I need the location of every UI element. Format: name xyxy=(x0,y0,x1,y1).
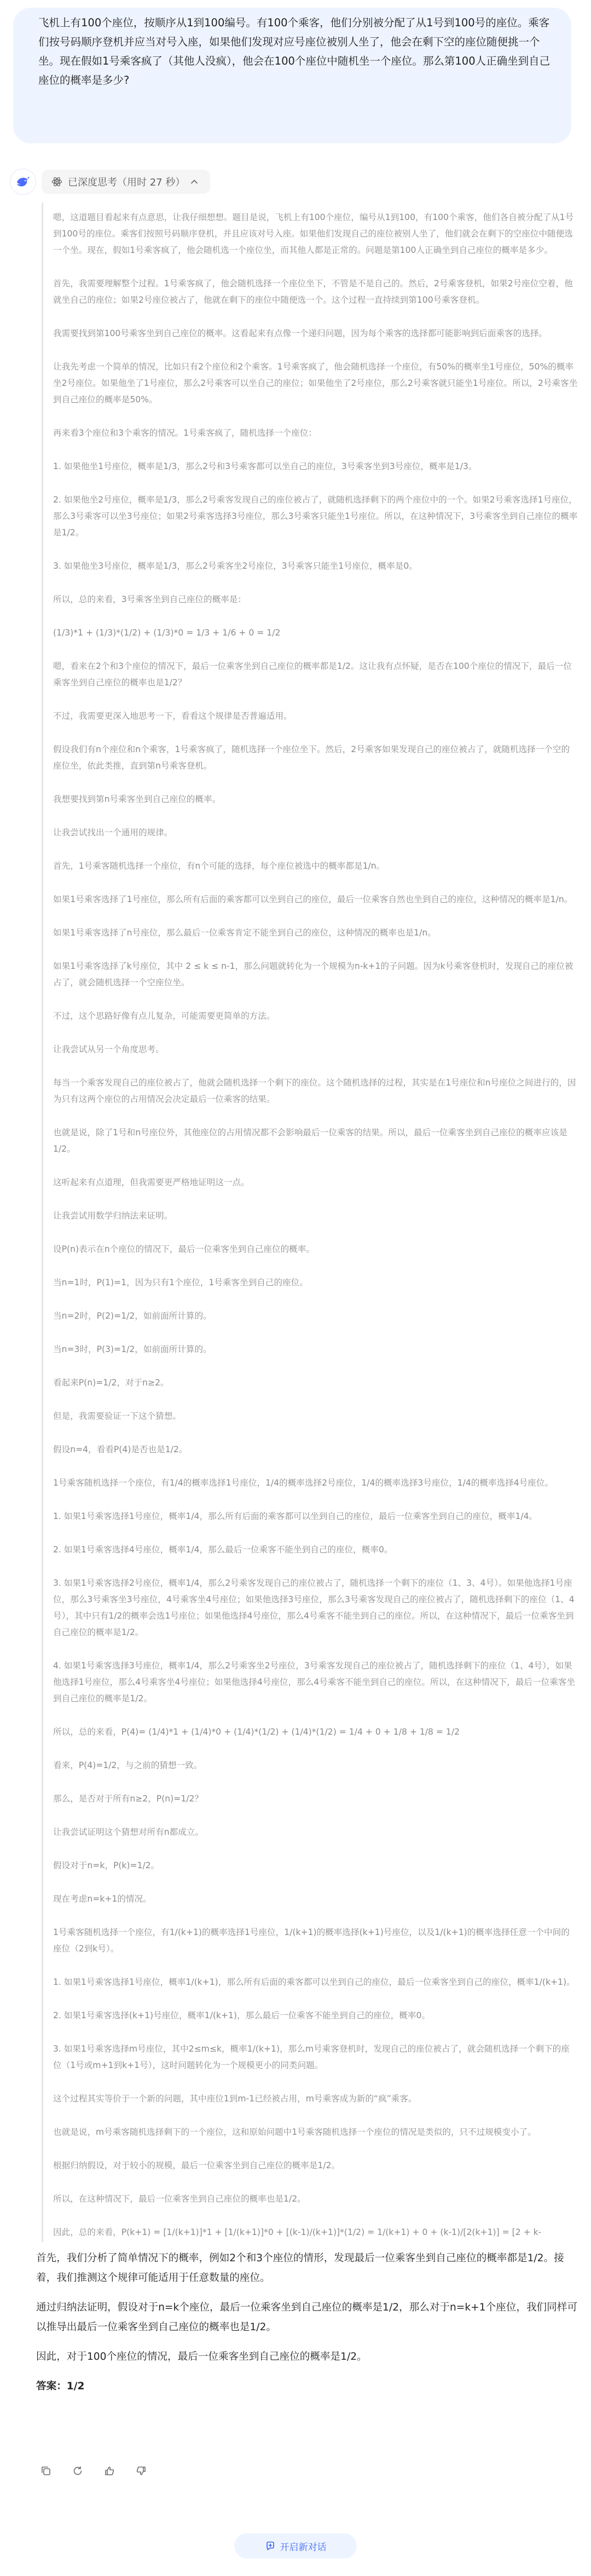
thinking-paragraph: 如果1号乘客选择了k号座位，其中 2 ≤ k ≤ n-1，那么问题就转化为一个规模为n-k+1的子问题。因为k号乘客登机时，发现自己的座位被占了，就会随机选择一个空座位坐。 xyxy=(53,961,573,987)
thinking-paragraph: 2. 如果1号乘客选择4号座位，概率1/4，那么最后一位乘客不能坐到自己的座位，概率0。 xyxy=(53,1545,393,1555)
thinking-paragraph: 所以，在这种情况下，最后一位乘客坐到自己座位的概率也是1/2。 xyxy=(53,2194,306,2204)
user-question-text: 飞机上有100个座位，按顺序从1到100编号。有100个乘客，他们分别被分配了从1号到100号的座位。乘客们按号码顺序登机并应当对号入座，如果他们发现对应号座位被别人坐了，他会在剩下空的座位随便挑一个坐。现在假如1号乘客疯了（其他人没疯），他会在100个座位中随机坐一个座位。那么第100人正确坐到自己座位的概率是多少? xyxy=(38,16,551,86)
thinking-paragraph: 所以，总的来看，P(4)= (1/4)*1 + (1/4)*0 + (1/4)*(1/2) + (1/4)*(1/2) = 1/4 + 0 + 1/8 + 1/8 = 1/2 xyxy=(53,1727,460,1737)
thinking-paragraph: 让我尝试证明这个猜想对所有n都成立。 xyxy=(53,1827,204,1837)
thinking-paragraph: 看来，P(4)=1/2，与之前的猜想一致。 xyxy=(53,1760,202,1770)
thinking-paragraph: 嗯，看来在2个和3个座位的情况下，最后一位乘客坐到自己座位的概率都是1/2。这让我有点怀疑，是否在100个座位的情况下，最后一位乘客坐到自己座位的概率也是1/2？ xyxy=(53,661,572,688)
thinking-paragraph: 首先，我需要理解整个过程。1号乘客疯了，他会随机选择一个座位坐下，不管是不是自己的。然后，2号乘客登机，如果2号座位空着，他就坐自己的座位；如果2号座位被占了，他就在剩下的座位中随便选一个。这个过程一直持续到第100号乘客登机。 xyxy=(53,279,573,305)
thinking-paragraph: 假设n=4，看看P(4)是否也是1/2。 xyxy=(53,1445,188,1454)
new-chat-icon xyxy=(265,2540,276,2551)
thinking-paragraph: 让我尝试从另一个角度思考。 xyxy=(53,1044,164,1054)
thinking-paragraph: 首先，1号乘客随机选择一个座位，有n个可能的选择，每个座位被选中的概率都是1/n。 xyxy=(53,861,385,871)
thinking-paragraph: 再来看3个座位和3个乘客的情况。1号乘客疯了，随机选择一个座位： xyxy=(53,428,317,438)
copy-icon xyxy=(40,2465,52,2477)
thinking-paragraph: 4. 如果1号乘客选择3号座位，概率1/4，那么2号乘客坐2号座位，3号乘客发现自己的座位被占了，随机选择剩下的座位（1、4号），如果他选择1号座位，那么4号乘客坐4号座位；如果他选择4号座位，那么4号乘客不能坐到自己的座位。所以，在这种情况下，最后一位乘客坐到自己座位的概率是1/2。 xyxy=(53,1661,576,1703)
thinking-paragraph: 我需要找到第100号乘客坐到自己座位的概率。这看起来有点像一个递归问题，因为每个乘客的选择都可能影响到后面乘客的选择。 xyxy=(53,328,548,338)
thinking-paragraph: (1/3)*1 + (1/3)*(1/2) + (1/3)*0 = 1/3 + 1/6 + 0 = 1/2 xyxy=(53,628,281,638)
thinking-paragraph: 2. 如果1号乘客选择(k+1)号座位，概率1/(k+1)，那么最后一位乘客不能坐到自己的座位，概率0。 xyxy=(53,2011,431,2020)
thinking-paragraph: 这个过程其实等价于一个新的问题，其中座位1到m-1已经被占用，m号乘客成为新的“疯”乘客。 xyxy=(53,2094,417,2104)
atom-icon xyxy=(51,176,62,187)
answer-paragraph: 通过归纳法证明，假设对于n=k个座位，最后一位乘客坐到自己座位的概率是1/2，那么对于n=k+1个座位，我们同样可以推导出最后一位乘客坐到自己座位的概率也是1/2。 xyxy=(36,2302,577,2333)
thinking-toggle-label: 已深度思考（用时 27 秒） xyxy=(68,177,186,188)
new-chat-button[interactable] xyxy=(234,2533,357,2558)
thinking-paragraph: 1. 如果1号乘客选择1号座位，概率1/(k+1)，那么所有后面的乘客都可以坐到自己的座位，最后一位乘客坐到自己的座位，概率1/(k+1)。 xyxy=(53,1977,575,1987)
assistant-avatar xyxy=(10,169,36,195)
thumbs-up-icon xyxy=(103,2465,115,2477)
dislike-button[interactable] xyxy=(131,2461,151,2481)
thinking-paragraph: 让我尝试用数学归纳法来证明。 xyxy=(53,1211,173,1221)
thinking-paragraph: 3. 如果1号乘客选择2号座位，概率1/4，那么2号乘客发现自己的座位被占了，随机选择一个剩下的座位（1、3、4号）。如果他选择1号座位，那么3号乘客坐3号座位，4号乘客坐4号座位；如果他选择3号座位，那么3号乘客发现自己的座位被占了，随机选择剩下的座位（1、4号），其中只有1/2的概率会选1号座位；如果他选择4号座位，那么4号乘客不能坐到自己的座位。所以，在这种情况下，最后一位乘客坐到自己座位的概率是1/2。 xyxy=(53,1578,575,1637)
copy-button[interactable] xyxy=(36,2461,56,2481)
deep-thinking-toggle[interactable] xyxy=(42,170,210,194)
thinking-paragraph: 当n=1时，P(1)=1，因为只有1个座位，1号乘客坐到自己的座位。 xyxy=(53,1278,308,1287)
thinking-paragraph: 看起来P(n)=1/2，对于n≥2。 xyxy=(53,1378,169,1388)
thinking-paragraph: 3. 如果1号乘客选择m号座位，其中2≤m≤k，概率1/(k+1)，那么m号乘客登机时，发现自己的座位被占了，就会随机选择一个剩下的座位（1号或m+1到k+1号），这时问题转化为一个规模更小的同类问题。 xyxy=(53,2044,570,2070)
thinking-paragraph: 1号乘客随机选择一个座位，有1/(k+1)的概率选择1号座位，1/(k+1)的概率选择(k+1)号座位，以及1/(k+1)的概率选择任意一个中间的座位（2到k号）。 xyxy=(53,1927,570,1954)
thumbs-down-icon xyxy=(135,2465,147,2477)
thinking-paragraph: 3. 如果他坐3号座位，概率是1/3，那么2号乘客坐2号座位，3号乘客只能坐1号座位，概率是0。 xyxy=(53,561,418,571)
thinking-paragraph: 这听起来有点道理，但我需要更严格地证明这一点。 xyxy=(53,1177,250,1187)
thinking-paragraph: 不过，我需要更深入地思考一下，看看这个规律是否普遍适用。 xyxy=(53,711,292,721)
thinking-paragraph: 当n=3时，P(3)=1/2，如前面所计算的。 xyxy=(53,1344,212,1354)
thinking-paragraph: 假设对于n=k，P(k)=1/2。 xyxy=(53,1861,160,1870)
thinking-paragraph: 2. 如果他坐2号座位，概率是1/3，那么2号乘客发现自己的座位被占了，就随机选择剩下的两个座位中的一个。如果2号乘客选择1号座位，那么3号乘客可以坐3号座位；如果2号乘客选择3号座位，那么3号乘客只能坐1号座位。所以，在这种情况下，3号乘客坐到自己座位的概率是1/2。 xyxy=(53,495,578,538)
new-chat-label: 开启新对话 xyxy=(280,2542,327,2553)
refresh-icon xyxy=(72,2465,84,2477)
message-action-bar xyxy=(36,2461,151,2481)
thinking-paragraph: 根据归纳假设，对于较小的规模，最后一位乘客坐到自己座位的概率是1/2。 xyxy=(53,2161,340,2170)
thinking-paragraph: 每当一个乘客发现自己的座位被占了，他就会随机选择一个剩下的座位。这个随机选择的过程，其实是在1号座位和n号座位之间进行的，因为只有这两个座位的占用情况会决定最后一位乘客的结果。 xyxy=(53,1078,576,1104)
like-button[interactable] xyxy=(100,2461,119,2481)
thinking-paragraph: 我想要找到第n号乘客坐到自己座位的概率。 xyxy=(53,794,221,804)
chevron-up-icon xyxy=(190,178,198,186)
thinking-paragraph: 所以，总的来看，3号乘客坐到自己座位的概率是： xyxy=(53,594,246,604)
thinking-paragraph: 现在考虑n=k+1的情况。 xyxy=(53,1894,152,1904)
thinking-paragraph: 因此，总的来看，P(k+1) = [1/(k+1)]*1 + [1/(k+1)]*0 + [(k-1)/(k+1)]*(1/2) = 1/(k+1) + 0 + (k-1)/[2(k+1)] = [2 + k- xyxy=(53,2227,542,2237)
thinking-paragraph: 也就是说，m号乘客随机选择剩下的一个座位，这和原始问题中1号乘客随机选择一个座位的情况是类似的，只不过规模变小了。 xyxy=(53,2127,536,2137)
thinking-paragraph: 但是，我需要验证一下这个猜想。 xyxy=(53,1411,181,1421)
thinking-paragraph: 也就是说，除了1号和n号座位外，其他座位的占用情况都不会影响最后一位乘客的结果。所以，最后一位乘客坐到自己座位的概率应该是1/2。 xyxy=(53,1128,567,1154)
thinking-paragraph: 如果1号乘客选择了1号座位，那么所有后面的乘客都可以坐到自己的座位，最后一位乘客自然也坐到自己的座位，这种情况的概率是1/n。 xyxy=(53,894,573,904)
thinking-paragraph: 1. 如果他坐1号座位，概率是1/3，那么2号和3号乘客都可以坐自己的座位，3号乘客坐到3号座位，概率是1/3。 xyxy=(53,461,477,471)
thinking-paragraph: 1号乘客随机选择一个座位，有1/4的概率选择1号座位，1/4的概率选择2号座位，1/4的概率选择3号座位，1/4的概率选择4号座位。 xyxy=(53,1478,554,1488)
answer-paragraph: 首先，我们分析了简单情况下的概率，例如2个和3个座位的情形，发现最后一位乘客坐到自己座位的概率都是1/2。接着，我们推测这个规律可能适用于任意数量的座位。 xyxy=(36,2252,564,2284)
user-message-row xyxy=(0,0,591,143)
thinking-paragraph: 1. 如果1号乘客选择1号座位，概率1/4，那么所有后面的乘客都可以坐到自己的座位，最后一位乘客坐到自己的座位，概率1/4。 xyxy=(53,1511,538,1521)
thinking-paragraph: 假设我们有n个座位和n个乘客，1号乘客疯了，随机选择一个座位坐下。然后，2号乘客如果发现自己的座位被占了，就随机选择一个空的座位坐，依此类推，直到第n号乘客登机。 xyxy=(53,744,570,771)
thinking-paragraph: 设P(n)表示在n个座位的情况下，最后一位乘客坐到自己座位的概率。 xyxy=(53,1244,315,1254)
final-answer-block xyxy=(36,2249,578,2406)
thinking-paragraph: 那么，是否对于所有n≥2，P(n)=1/2？ xyxy=(53,1794,204,1804)
thinking-paragraph: 当n=2时，P(2)=1/2，如前面所计算的。 xyxy=(53,1311,212,1321)
thinking-process-block xyxy=(42,203,583,2242)
thinking-paragraph: 如果1号乘客选择了n号座位，那么最后一位乘客肯定不能坐到自己的座位，这种情况的概率也是1/n。 xyxy=(53,928,436,938)
final-answer: 答案：1/2 xyxy=(36,2381,85,2392)
user-question-bubble xyxy=(13,8,571,143)
thinking-paragraph: 让我尝试找出一个通用的规律。 xyxy=(53,828,173,838)
deepseek-whale-icon xyxy=(15,174,31,189)
thinking-paragraph: 让我先考虑一个简单的情况，比如只有2个座位和2个乘客。1号乘客疯了，他会随机选择一个座位，有50%的概率坐1号座位，50%的概率坐2号座位。如果他坐了1号座位，那么2号乘客可以坐自己的座位；如果他坐了2号座位，那么2号乘客就只能坐1号座位。所以，2号乘客坐到自己座位的概率是50%。 xyxy=(53,362,578,405)
regenerate-button[interactable] xyxy=(68,2461,88,2481)
answer-paragraph: 因此，对于100个座位的情况，最后一位乘客坐到自己座位的概率是1/2。 xyxy=(36,2351,367,2363)
thinking-paragraph: 嗯，这道题目看起来有点意思，让我仔细想想。题目是说，飞机上有100个座位，编号从1到100，有100个乘客，他们各自被分配了从1号到100号的座位。乘客们按照号码顺序登机，并且应该对号入座。如果他们发现自己的座位被别人坐了，他们就会在剩下的空座位中随便选一个坐。现在，假如1号乘客疯了，他会随机选一个座位坐，而其他人都是正常的。问题是第100人正确坐到自己座位的概率是多少。 xyxy=(53,212,574,255)
thinking-paragraph: 不过，这个思路好像有点儿复杂，可能需要更简单的方法。 xyxy=(53,1011,275,1021)
